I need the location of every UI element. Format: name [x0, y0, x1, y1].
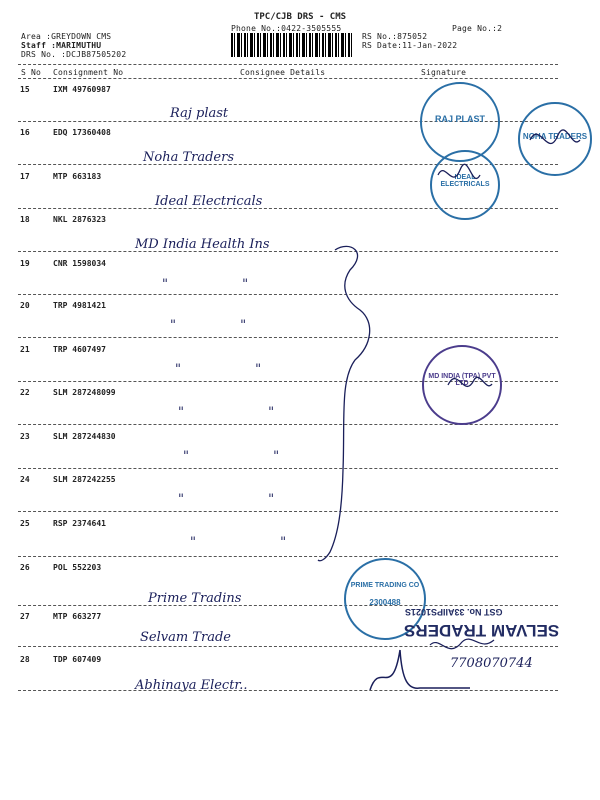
stamp-text: MD INDIA (TPA) PVT LTD — [428, 373, 496, 387]
stamp-text: RAJ PLAST — [434, 114, 485, 124]
row-consignment: TRP 4981421 — [53, 301, 106, 310]
phone-number: Phone No.:0422-3505555 — [231, 24, 342, 33]
row-consignee: " " — [175, 362, 262, 377]
row-sno: 22 — [20, 388, 30, 397]
row-consignee: " " — [183, 449, 280, 464]
row-consignment: IXM 49760987 — [53, 85, 111, 94]
row-consignment: TRP 4607497 — [53, 345, 106, 354]
row-consignee: MD India Health Ins — [135, 237, 270, 252]
selvam-gst: GST No. 33AIIPS1021S — [405, 607, 503, 617]
page-number: Page No.:2 — [452, 24, 503, 33]
row-consignee: Noha Traders — [143, 150, 234, 165]
bracket-line — [318, 246, 370, 560]
row-sno: 25 — [20, 519, 30, 528]
col-sno: S No — [21, 68, 42, 77]
row-consignee: Selvam Trade — [140, 630, 231, 645]
stamp-text: IDEAL ELECTRICALS — [440, 174, 490, 188]
row-consignee: " " — [178, 405, 275, 420]
row-consignment: SLM 287244830 — [53, 432, 116, 441]
row-sno: 16 — [20, 128, 30, 137]
stamp-text: PRIME TRADING CO — [350, 582, 420, 589]
row-sno: 17 — [20, 172, 30, 181]
row-sno: 27 — [20, 612, 30, 621]
signature — [370, 650, 470, 690]
row-sno: 24 — [20, 475, 30, 484]
row-consignee: " " — [162, 277, 249, 292]
row-consignment: CNR 1598034 — [53, 259, 106, 268]
row-consignment: EDQ 17360408 — [53, 128, 111, 137]
row-consignment: POL 552203 — [53, 563, 102, 572]
signature — [430, 639, 494, 649]
row-consignee: " " — [170, 318, 247, 333]
row-consignee: Prime Tradins — [148, 591, 242, 606]
row-sno: 18 — [20, 215, 30, 224]
row-sno: 19 — [20, 259, 30, 268]
row-consignee: Abhinaya Electr.. — [135, 678, 248, 693]
row-sno: 15 — [20, 85, 30, 94]
selvam-traders-stamp: SELVAM TRADERS — [404, 621, 560, 640]
drs-number: DRS No. :DCJB87505202 — [21, 50, 127, 59]
row-consignment: TDP 607409 — [53, 655, 102, 664]
row-consignment: MTP 663277 — [53, 612, 102, 621]
signature — [448, 377, 492, 386]
row-sno: 23 — [20, 432, 30, 441]
row-consignee: " " — [178, 492, 275, 507]
row-sno: 26 — [20, 563, 30, 572]
stamp-text: NOHA TRADERS — [522, 132, 588, 141]
col-consignee: Consignee Details — [240, 68, 326, 77]
signature — [438, 164, 480, 178]
row-consignee: " " — [190, 535, 287, 550]
col-signature: Signature — [421, 68, 467, 77]
row-sno: 28 — [20, 655, 30, 664]
row-consignment: NKL 2876323 — [53, 215, 106, 224]
row-sno: 20 — [20, 301, 30, 310]
row-consignee: Raj plast — [170, 106, 229, 121]
signature — [530, 130, 580, 144]
area-label: Area :GREYDOWN CMS — [21, 32, 112, 41]
row-consignee: Ideal Electricals — [155, 194, 263, 209]
stamp-inner-text: 2300488 — [369, 598, 401, 607]
staff-label: Staff :MARIMUTHU — [21, 41, 102, 50]
col-consignment: Consignment No — [53, 68, 124, 77]
row-consignment: RSP 2374641 — [53, 519, 106, 528]
row-consignment: SLM 287248099 — [53, 388, 116, 397]
row-sno: 21 — [20, 345, 30, 354]
row-consignment: SLM 287242255 — [53, 475, 116, 484]
rs-number: RS No.:875052 — [362, 32, 428, 41]
document-title: TPC/CJB DRS - CMS — [253, 12, 347, 22]
rs-date: RS Date:11-Jan-2022 — [362, 41, 458, 50]
handwritten-phone: 7708070744 — [450, 656, 533, 671]
row-consignment: MTP 663183 — [53, 172, 102, 181]
